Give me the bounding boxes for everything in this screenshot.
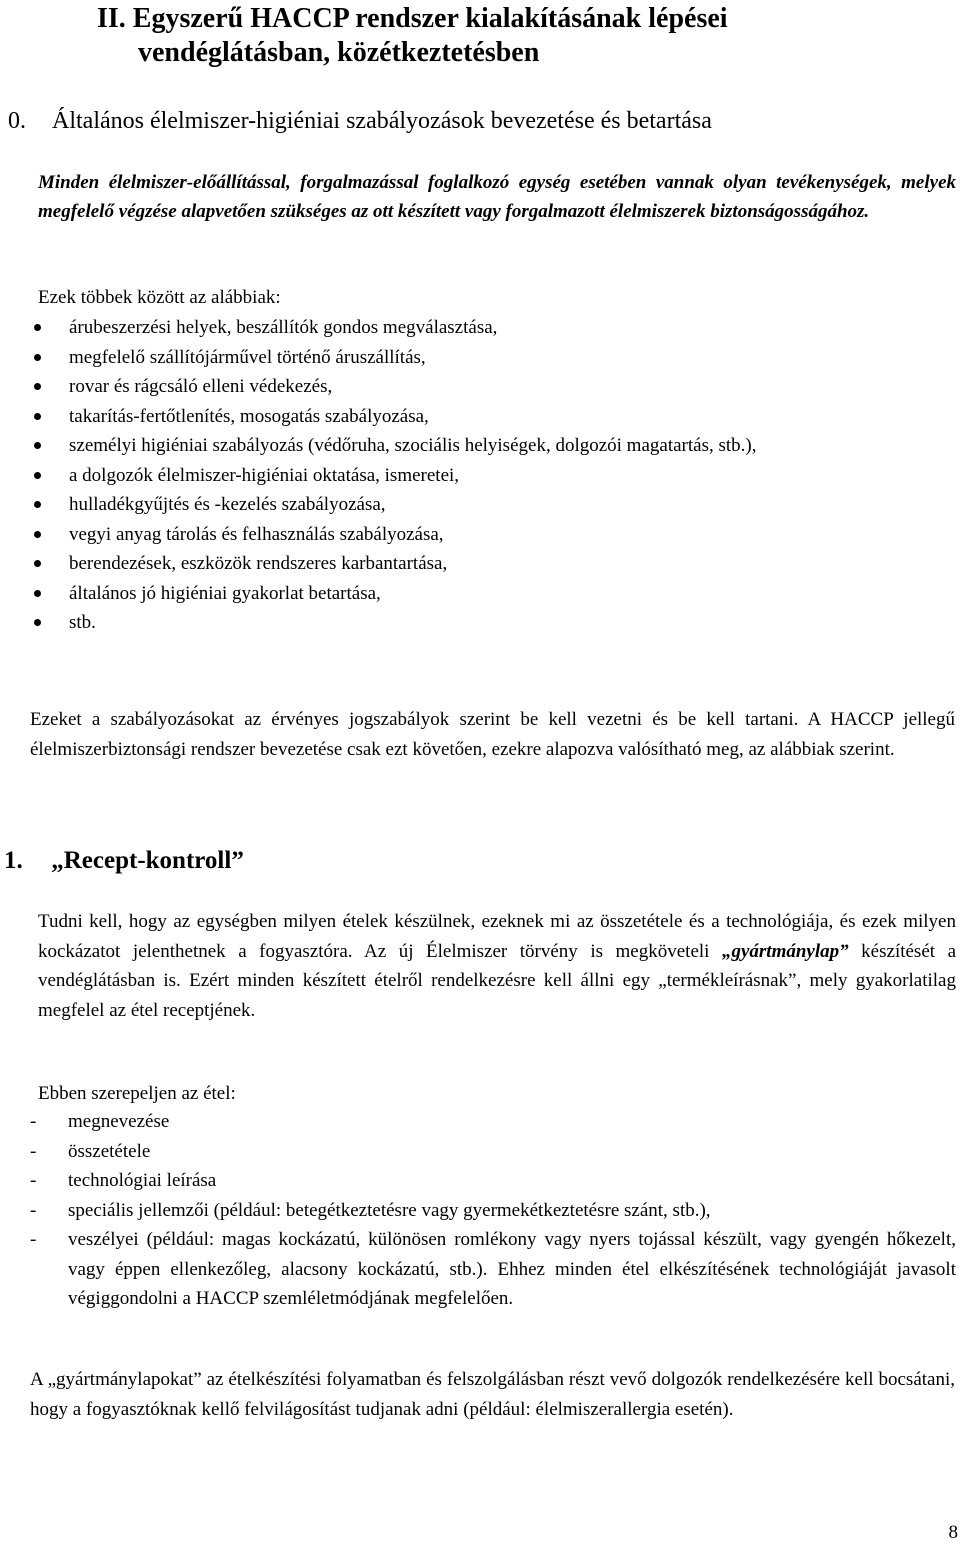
section-0-number: 0. bbox=[8, 108, 26, 134]
dash-marker: - bbox=[30, 1199, 37, 1221]
list-item: megfelelő szállítójárművel történő áruszállítás, bbox=[31, 343, 957, 373]
dash-marker: - bbox=[30, 1111, 37, 1132]
list-item: a dolgozók élelmiszer-higiéniai oktatása, ismeretei, bbox=[31, 461, 957, 491]
section-0-title: Általános élelmiszer-higiéniai szabályozások bevezetése és betartása bbox=[52, 108, 712, 134]
section-1-closing-paragraph: A „gyártmánylapokat” az ételkészítési folyamatban és felszolgálásban részt vevő dolgozók rendelkezésére kell bocsátani, hogy a fogyasztóknak kellő felvilágosítást tudjanak adni (például: élelmiszerallergia esetén). bbox=[30, 1369, 955, 1420]
page-heading bbox=[97, 2, 877, 70]
list-item-text: speciális jellemzői (például: betegétkeztetésre vagy gyermekétkeztetésre szánt, stb.), bbox=[68, 1199, 711, 1221]
list-item bbox=[30, 1107, 956, 1137]
list-item: árubeszerzési helyek, beszállítók gondos megválasztása, bbox=[31, 313, 957, 343]
page-number: 8 bbox=[948, 1522, 958, 1543]
list-item-text: veszélyei (például: magas kockázatú, különösen romlékony vagy nyers tojással készült, vagy gyengén hőkezelt, vagy éppen ellenkezőleg, alacsony kockázatú, stb.). Ehhez minden étel elkészítésének technológiáját javasolt végiggondolni a HACCP szemléletmódjának megfelelően. bbox=[68, 1229, 956, 1309]
section-0-bullet-list bbox=[31, 313, 957, 638]
list-item-text: megnevezése bbox=[68, 1111, 170, 1132]
section-0-closing-paragraph: Ezeket a szabályozásokat az érvényes jogszabályok szerint be kell vezetni és be kell tartani. A HACCP jellegű élelmiszerbiztonsági rendszer bevezetése csak ezt követően, ezekre alapozva valósítható meg, az alábbiak szerint. bbox=[30, 709, 955, 760]
section-0-bold-paragraph: Minden élelmiszer-előállítással, forgalmazással foglalkozó egység esetében vannak olyan tevékenységek, melyek megfelelő végzése alapvetően szükséges az ott készített vagy forgalmazott élelmiszerek biztonságosságához. bbox=[38, 172, 956, 222]
gyartmanylap-emphasis: „gyártmánylap” bbox=[721, 940, 849, 962]
list-item: vegyi anyag tárolás és felhasználás szabályozása, bbox=[31, 520, 957, 550]
list-item: rovar és rágcsáló elleni védekezés, bbox=[31, 372, 957, 402]
list-item bbox=[30, 1137, 956, 1167]
section-1-number: 1. bbox=[4, 847, 23, 874]
section-1-list-intro: Ebben szerepeljen az étel: bbox=[38, 1083, 236, 1104]
list-item-text: technológiai leírása bbox=[68, 1170, 217, 1191]
list-item bbox=[30, 1196, 956, 1226]
section-1-paragraph-text-b: készítését a vendéglátásban is. Ezért minden készített ételről rendelkezésre kell állni egy „termékleírásnak”, mely gyakorlatilag megfelel az étel receptjének. bbox=[38, 940, 957, 1021]
page-heading-line-2: vendéglátásban, közétkeztetésben bbox=[138, 37, 540, 68]
list-item: általános jó higiéniai gyakorlat betartása, bbox=[31, 579, 957, 609]
section-1-title: „Recept-kontroll” bbox=[51, 847, 244, 874]
page-heading-line-1: II. Egyszerű HACCP rendszer kialakításának lépései bbox=[97, 3, 728, 34]
dash-marker: - bbox=[30, 1140, 37, 1162]
list-item: hulladékgyűjtés és -kezelés szabályozása, bbox=[31, 490, 957, 520]
section-1-dash-list bbox=[30, 1107, 956, 1314]
list-item bbox=[30, 1166, 956, 1196]
section-1-paragraph-text-a: Tudni kell, hogy az egységben milyen ételek készülnek, ezeknek mi az összetétele és a technológiája, és ezek milyen kockázatot jelenthetnek a fogyasztóra. Az új Élelmiszer törvény is megköveteli bbox=[38, 911, 956, 962]
list-item: stb. bbox=[31, 608, 957, 638]
dash-marker: - bbox=[30, 1229, 37, 1250]
list-item: személyi higiéniai szabályozás (védőruha, szociális helyiségek, dolgozói magatartás, stb.), bbox=[31, 431, 957, 461]
section-0-list-intro: Ezek többek között az alábbiak: bbox=[38, 287, 281, 308]
dash-marker: - bbox=[30, 1170, 37, 1191]
list-item bbox=[30, 1225, 956, 1314]
list-item: berendezések, eszközök rendszeres karbantartása, bbox=[31, 549, 957, 579]
section-0-heading bbox=[8, 107, 948, 135]
list-item: takarítás-fertőtlenítés, mosogatás szabályozása, bbox=[31, 402, 957, 432]
section-1-heading bbox=[4, 846, 604, 876]
list-item-text: összetétele bbox=[68, 1140, 151, 1162]
section-1-paragraph bbox=[38, 907, 956, 1025]
